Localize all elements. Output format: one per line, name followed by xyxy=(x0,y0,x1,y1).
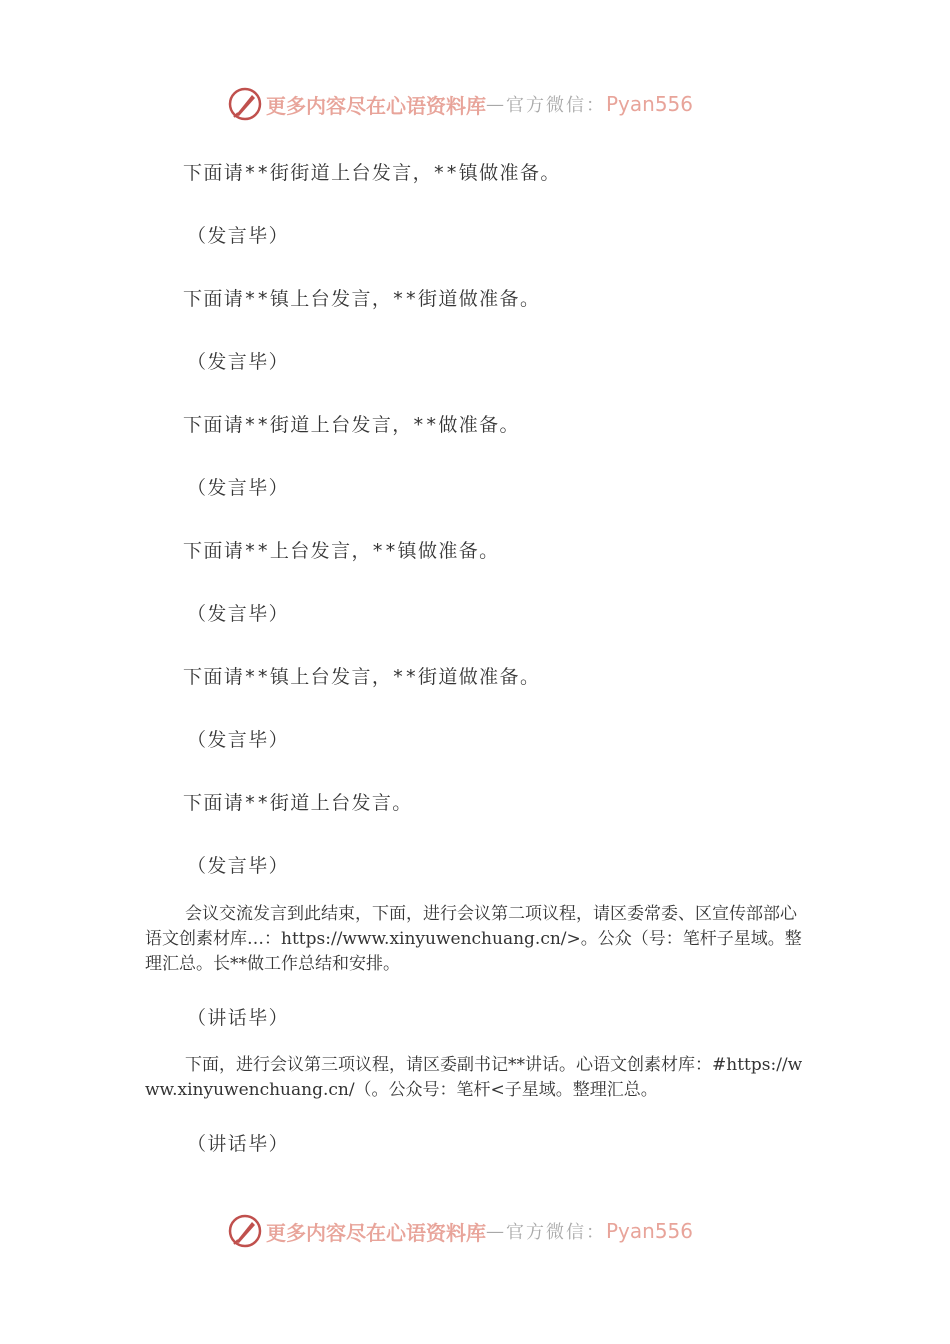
header-banner-label: 官方微信： xyxy=(506,95,606,116)
speech-line-6: 下面请**街道上台发言。 xyxy=(183,792,413,814)
speech-end-note-6: （发言毕） xyxy=(187,855,290,877)
footer-banner-dash: — xyxy=(486,1220,506,1242)
speech-line-3: 下面请**街道上台发言，**做准备。 xyxy=(183,414,520,436)
speech-end-note-5: （发言毕） xyxy=(187,729,290,751)
header-banner-dash: — xyxy=(486,93,506,115)
talk-end-note-1: （讲话毕） xyxy=(187,1007,290,1029)
speech-end-note-4: （发言毕） xyxy=(187,603,290,625)
footer-banner-label: 官方微信： xyxy=(506,1222,606,1243)
speech-line-1: 下面请**街街道上台发言，**镇做准备。 xyxy=(183,162,561,184)
speech-end-note-2: （发言毕） xyxy=(187,351,290,373)
speech-line-2: 下面请**镇上台发言，**街道做准备。 xyxy=(183,288,541,310)
talk-end-note-2: （讲话毕） xyxy=(187,1133,290,1155)
quill-logo-icon xyxy=(228,1214,262,1248)
header-banner-wechat-id: Pyan556 xyxy=(606,92,694,116)
agenda-item-two-paragraph: 会议交流发言到此结束，下面，进行会议第二项议程，请区委常委、区宣传部部心语文创素材库…：https://www.xinyuwenchuang.cn/>。公众（号：笔杆子星域。整理汇总。长**做工作总结和安排。 xyxy=(145,904,802,974)
speech-line-5: 下面请**镇上台发言，**街道做准备。 xyxy=(183,666,541,688)
speech-end-note-3: （发言毕） xyxy=(187,477,290,499)
speech-end-note-1: （发言毕） xyxy=(187,225,290,247)
header-banner-title: 更多内容尽在心语资料库 xyxy=(266,93,486,118)
agenda-item-three-paragraph: 下面，进行会议第三项议程，请区委副书记**讲话。心语文创素材库：#https://www.xinyuwenchuang.cn/（。公众号：笔杆<子星域。整理汇总。 xyxy=(145,1055,803,1100)
footer-banner-wechat-id: Pyan556 xyxy=(606,1219,694,1243)
speech-line-4: 下面请**上台发言，**镇做准备。 xyxy=(183,540,500,562)
header-banner xyxy=(228,84,693,124)
quill-logo-icon xyxy=(228,87,262,121)
footer-banner xyxy=(228,1211,693,1251)
footer-banner-title: 更多内容尽在心语资料库 xyxy=(266,1220,486,1245)
